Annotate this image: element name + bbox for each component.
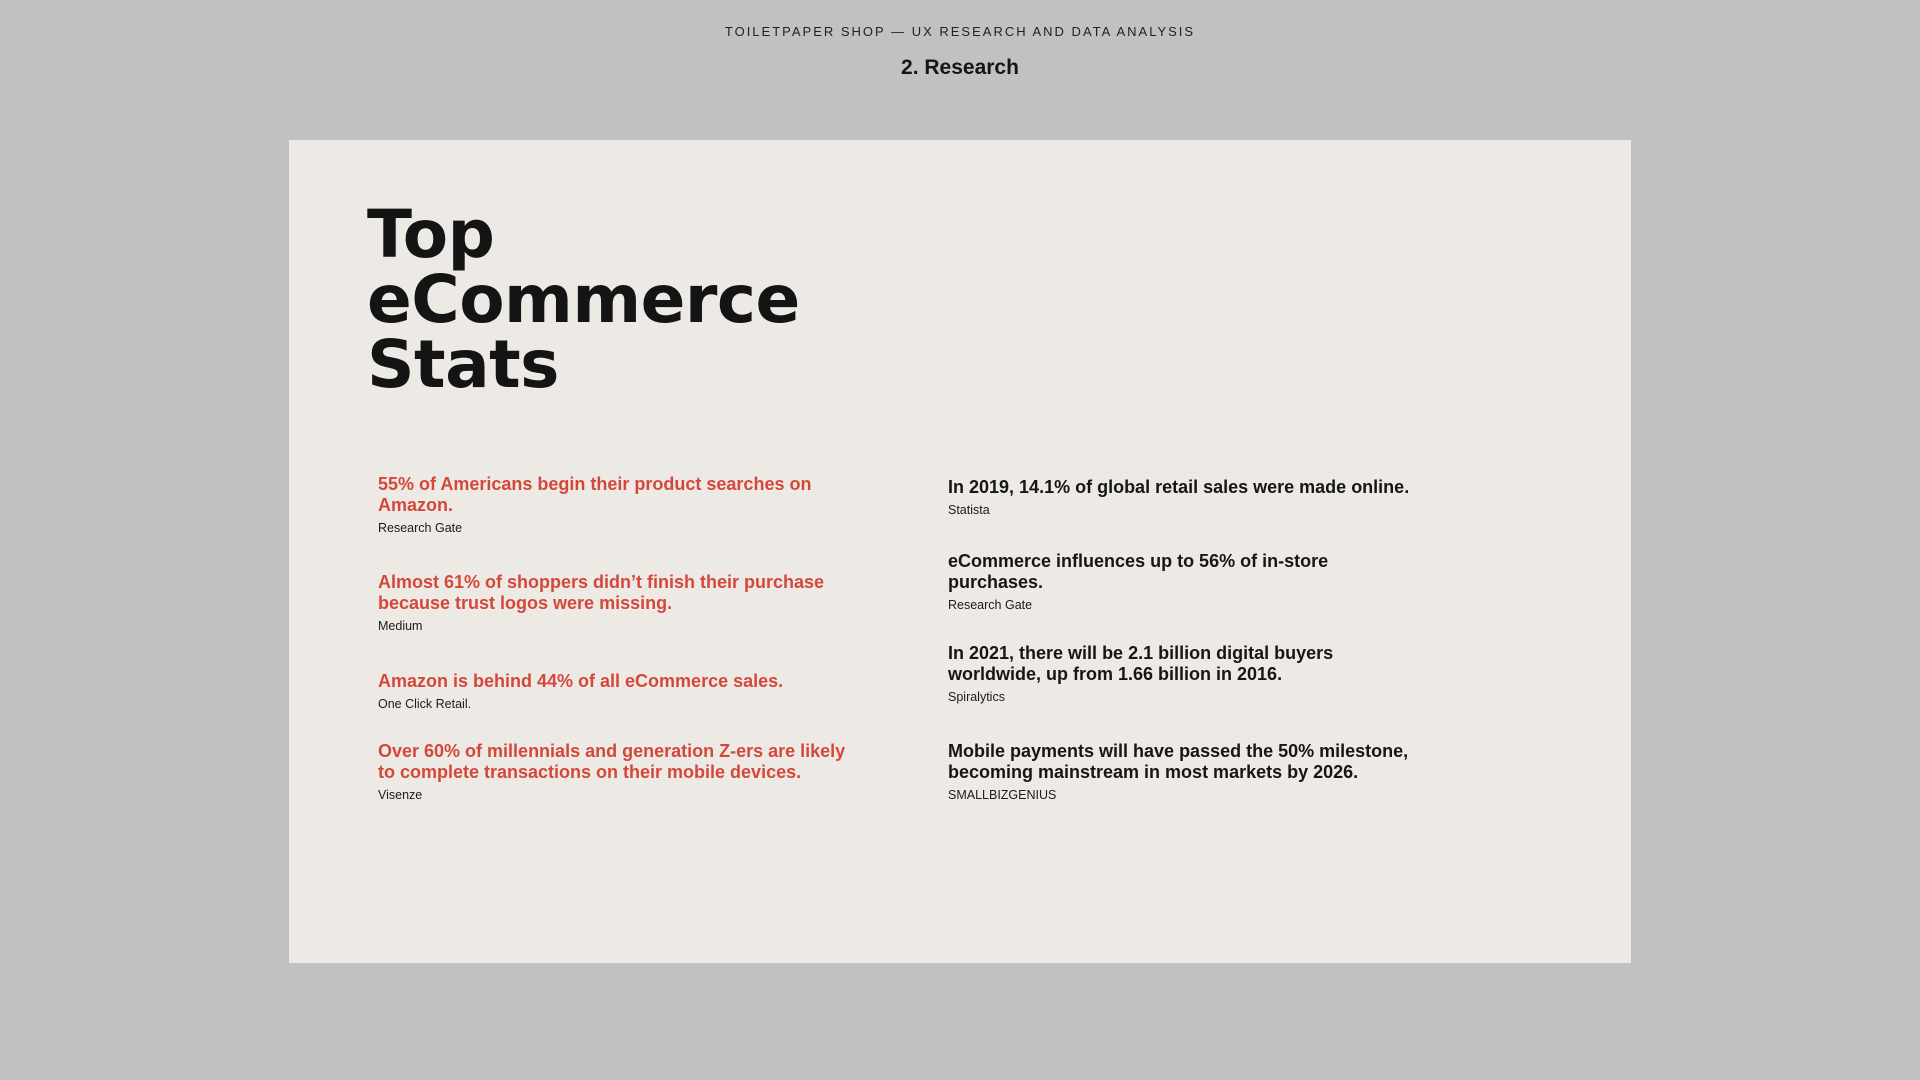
section-title: 2. Research: [901, 56, 1019, 79]
stat-claim: Almost 61% of shoppers didn’t finish their purchase because trust logos were missing.: [378, 572, 825, 613]
stat-claim: In 2021, there will be 2.1 billion digital buyers worldwide, up from 1.66 billion in 2016.: [948, 643, 1334, 684]
stat-source: Visenze: [378, 788, 423, 802]
slide-card: [289, 140, 1631, 963]
stat-source: Research Gate: [378, 521, 463, 535]
stat-item: [378, 572, 858, 634]
stat-source: Spiralytics: [948, 690, 1005, 704]
stat-item: [378, 671, 858, 712]
stat-item: [378, 741, 858, 803]
slide-title-line: eCommerce: [367, 261, 800, 338]
slide-title: [367, 196, 800, 403]
stat-source: One Click Retail.: [378, 697, 472, 711]
slide-title-line: Top: [367, 196, 495, 273]
stat-claim: eCommerce influences up to 56% of in-store purchases.: [948, 551, 1329, 592]
stat-source: Research Gate: [948, 598, 1033, 612]
stat-item: [948, 643, 1428, 705]
stat-item: [948, 477, 1428, 518]
stat-source: Statista: [948, 503, 990, 517]
stat-claim: Over 60% of millennials and generation Z-ers are likely to complete transactions on their mobile devices.: [378, 741, 846, 782]
stat-source: Medium: [378, 619, 423, 633]
stat-source: SMALLBIZGENIUS: [948, 788, 1057, 802]
stat-item: [378, 474, 858, 536]
stat-item: [948, 741, 1428, 803]
stat-claim: In 2019, 14.1% of global retail sales were made online.: [948, 477, 1410, 497]
stat-claim: Mobile payments will have passed the 50% milestone, becoming mainstream in most markets by 2026.: [948, 741, 1409, 782]
stat-claim: 55% of Americans begin their product searches on Amazon.: [378, 474, 812, 515]
stat-claim: Amazon is behind 44% of all eCommerce sales.: [378, 671, 784, 691]
project-eyebrow: TOILETPAPER SHOP — UX RESEARCH AND DATA ANALYSIS: [724, 24, 1196, 39]
stat-item: [948, 551, 1428, 613]
slide-title-line: Stats: [367, 326, 559, 403]
